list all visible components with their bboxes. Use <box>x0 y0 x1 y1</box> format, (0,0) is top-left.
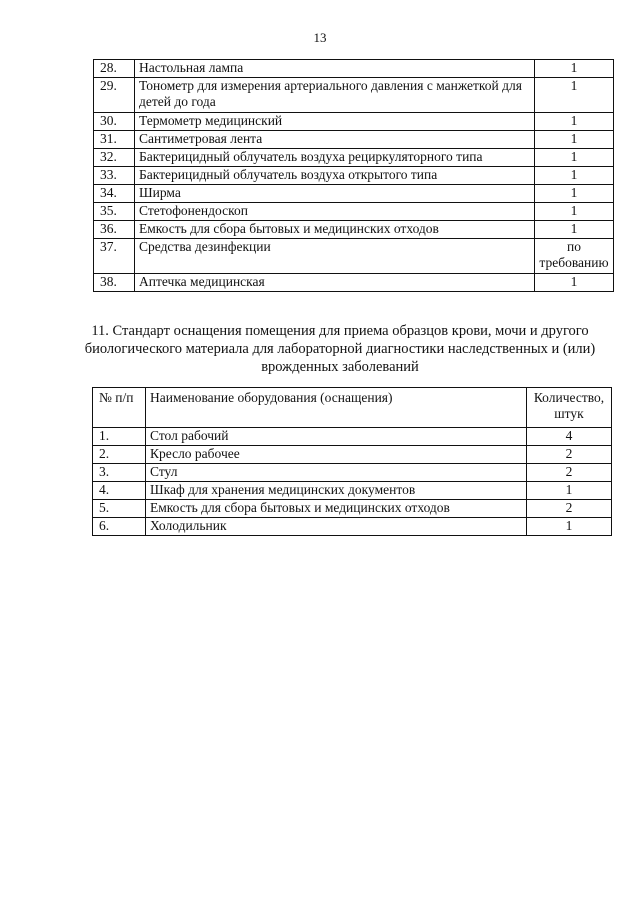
equipment-name: Аптечка медицинская <box>135 274 535 292</box>
table-row <box>94 239 614 274</box>
row-number: 36. <box>94 221 135 239</box>
row-number: 4. <box>93 482 146 500</box>
equipment-name: Бактерицидный облучатель воздуха открытого типа <box>135 167 535 185</box>
equipment-name: Средства дезинфекции <box>135 239 535 274</box>
equipment-name: Тонометр для измерения артериального давления с манжеткой для детей до года <box>135 78 535 113</box>
row-number: 38. <box>94 274 135 292</box>
table-row <box>94 221 614 239</box>
row-number: 31. <box>94 131 135 149</box>
table-row <box>93 518 612 536</box>
table-row <box>94 131 614 149</box>
header-name: Наименование оборудования (оснащения) <box>146 388 527 428</box>
equipment-quantity: 1 <box>527 482 612 500</box>
row-number: 34. <box>94 185 135 203</box>
equipment-name: Настольная лампа <box>135 60 535 78</box>
table-row <box>93 428 612 446</box>
equipment-name: Сантиметровая лента <box>135 131 535 149</box>
row-number: 28. <box>94 60 135 78</box>
equipment-table-continued <box>93 59 614 292</box>
row-number: 35. <box>94 203 135 221</box>
equipment-name: Термометр медицинский <box>135 113 535 131</box>
table-row <box>94 78 614 113</box>
equipment-quantity: 1 <box>535 203 614 221</box>
equipment-quantity: 1 <box>535 78 614 113</box>
row-number: 30. <box>94 113 135 131</box>
row-number: 2. <box>93 446 146 464</box>
table-row <box>94 167 614 185</box>
row-number: 6. <box>93 518 146 536</box>
table-row <box>93 446 612 464</box>
equipment-quantity: 1 <box>535 167 614 185</box>
table-row <box>94 203 614 221</box>
page-number: 13 <box>313 30 327 45</box>
table-header-row <box>93 388 612 428</box>
equipment-name: Емкость для сбора бытовых и медицинских отходов <box>135 221 535 239</box>
equipment-name: Стул <box>146 464 527 482</box>
row-number: 29. <box>94 78 135 113</box>
equipment-quantity: 1 <box>535 185 614 203</box>
equipment-quantity: 1 <box>535 113 614 131</box>
equipment-quantity: 4 <box>527 428 612 446</box>
row-number: 1. <box>93 428 146 446</box>
equipment-quantity: по требованию <box>535 239 614 274</box>
table-row <box>93 482 612 500</box>
equipment-name: Кресло рабочее <box>146 446 527 464</box>
header-quantity: Количество, штук <box>527 388 612 428</box>
equipment-quantity: 1 <box>535 149 614 167</box>
equipment-quantity: 1 <box>535 60 614 78</box>
equipment-quantity: 1 <box>535 274 614 292</box>
equipment-name: Емкость для сбора бытовых и медицинских отходов <box>146 500 527 518</box>
equipment-name: Шкаф для хранения медицинских документов <box>146 482 527 500</box>
row-number: 37. <box>94 239 135 274</box>
table-row <box>94 149 614 167</box>
equipment-name: Бактерицидный облучатель воздуха рециркуляторного типа <box>135 149 535 167</box>
header-number: № п/п <box>93 388 146 428</box>
equipment-quantity: 1 <box>527 518 612 536</box>
equipment-name: Холодильник <box>146 518 527 536</box>
equipment-quantity: 1 <box>535 131 614 149</box>
table-row <box>94 113 614 131</box>
table-row <box>93 464 612 482</box>
row-number: 3. <box>93 464 146 482</box>
row-number: 33. <box>94 167 135 185</box>
equipment-name: Ширма <box>135 185 535 203</box>
table-row <box>94 60 614 78</box>
equipment-quantity: 2 <box>527 500 612 518</box>
equipment-name: Стетофонендоскоп <box>135 203 535 221</box>
equipment-quantity: 2 <box>527 464 612 482</box>
table-row <box>94 185 614 203</box>
equipment-name: Стол рабочий <box>146 428 527 446</box>
section-title: 11. Стандарт оснащения помещения для приема образцов крови, мочи и другого биологического материала для лабораторной диагностики наследственных и (или) врожденных заболеваний <box>84 323 596 375</box>
table-row <box>93 500 612 518</box>
equipment-quantity: 2 <box>527 446 612 464</box>
row-number: 5. <box>93 500 146 518</box>
equipment-table-section-11 <box>92 387 612 536</box>
row-number: 32. <box>94 149 135 167</box>
equipment-quantity: 1 <box>535 221 614 239</box>
table-row <box>94 274 614 292</box>
